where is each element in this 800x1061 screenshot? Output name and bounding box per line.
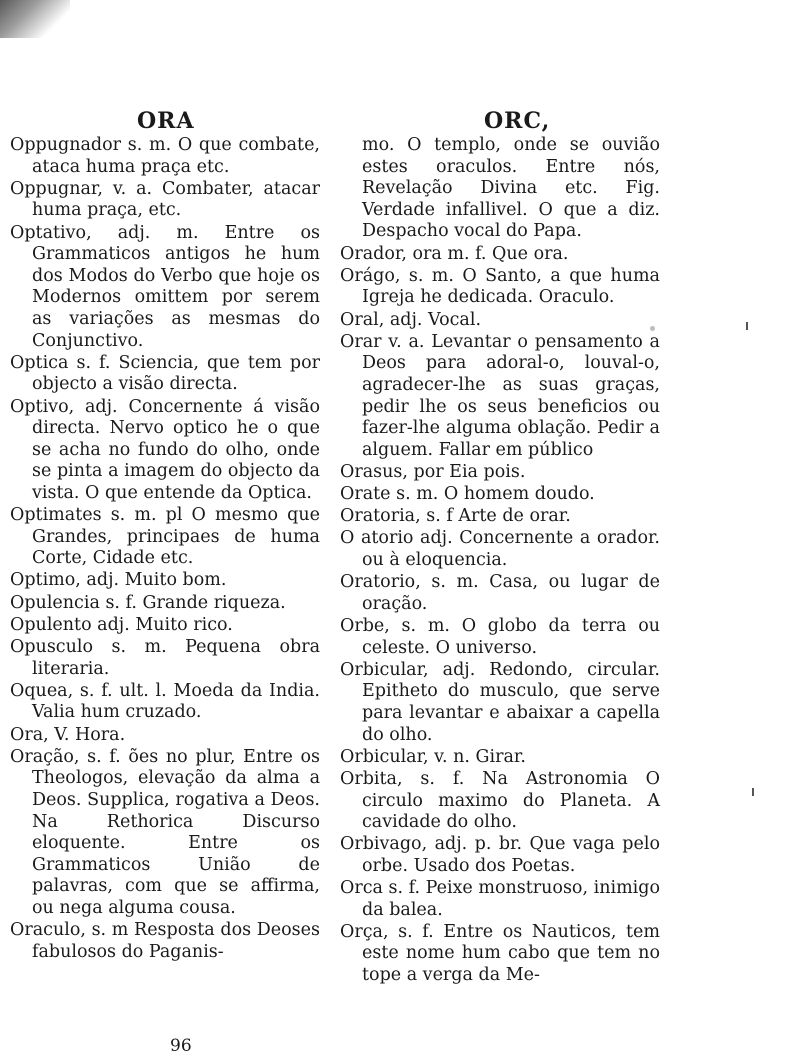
dictionary-entry: Orbicular, v. n. Girar. [340,746,526,767]
left-column [10,135,320,964]
dictionary-entry: Orca s. f. Peixe monstruoso, inimigo da balea. [340,878,660,920]
dictionary-entry: Oratoria, s. f Arte de orar. [340,506,571,527]
page-number: 96 [170,1036,192,1056]
dictionary-entry: O atorio adj. Concernente a orador. ou à eloquencia. [340,528,660,571]
dictionary-entry: Ora, V. Hora. [10,724,126,745]
scan-mark [752,788,754,796]
dictionary-entry: Oppugnador s. m. O que combate, ataca huma praça etc. [10,135,320,177]
dictionary-entry: Optimates s. m. pl O mesmo que Grandes, principaes de huma Corte, Cidade etc. [10,505,320,569]
dictionary-entry-continuation: mo. O templo, onde se ouvião estes oraculos. Entre nós, Revelação Divina etc. Fig. Verdade infallivel. O que a diz. Despacho vocal do Papa. [362,135,660,242]
dictionary-entry: Oração, s. f. ões no plur, Entre os Theologos, elevação da alma a Deos. Supplica, rogativa a Deos. Na Rethorica Discurso eloquente. Entre os Grammaticos União de palavras, com que se affirma, ou nega alguma cousa. [10,746,320,918]
left-column-header: ORA [137,108,195,134]
dictionary-entry: Orador, ora m. f. Que ora. [340,243,569,264]
dictionary-entry: Orágo, s. m. O Santo, a que huma Igreja he dedicada. Oraculo. [340,265,660,308]
dictionary-entry: Orate s. m. O homem doudo. [340,484,595,505]
dictionary-entry: Orar v. a. Levantar o pensamento a Deos para adoral-o, louval-o, agradecer-lhe as suas graças, pedir lhe os seus beneficios ou fazer-lhe alguma oblação. Pedir a alguem. Fallar em público [340,331,660,460]
scan-mark [746,322,748,330]
dictionary-entry: Optica s. f. Sciencia, que tem por objecto a visão directa. [10,352,320,395]
scan-speck [650,326,655,331]
dictionary-entry: Oraculo, s. m Resposta dos Deoses fabulosos do Paganis- [10,920,320,962]
dictionary-entry: Opulento adj. Muito rico. [10,614,233,635]
right-column-header: ORC, [484,108,551,134]
dictionary-entry: Orbita, s. f. Na Astronomia O circulo maximo do Planeta. A cavidade do olho. [340,768,660,833]
scan-corner-smudge [0,0,70,38]
dictionary-entry: Orça, s. f. Entre os Nauticos, tem este nome hum cabo que tem no tope a verga da Me- [340,921,660,986]
dictionary-entry: Orbicular, adj. Redondo, circular. Epitheto do musculo, que serve para levantar e abaixar a capella do olho. [340,659,660,745]
dictionary-entry: Orbe, s. m. O globo da terra ou celeste. O universo. [340,616,660,658]
dictionary-entry: Optivo, adj. Concernente á visão directa. Nervo optico he o que se acha no fundo do olho, onde se pinta a imagem do objecto da vista. O que entende da Optica. [10,396,320,503]
dictionary-entry: Oquea, s. f. ult. l. Moeda da India. Valia hum cruzado. [10,680,320,723]
dictionary-entry: Opusculo s. m. Pequena obra literaria. [10,637,320,679]
dictionary-entry: Optimo, adj. Muito bom. [10,570,227,591]
right-column [340,135,660,987]
dictionary-entry: Orbivago, adj. p. br. Que vaga pelo orbe. Usado dos Poetas. [340,834,660,876]
dictionary-entry: Oratorio, s. m. Casa, ou lugar de oração. [340,572,660,614]
dictionary-entry: Oppugnar, v. a. Combater, atacar huma praça, etc. [10,178,320,221]
dictionary-entry: Opulencia s. f. Grande riqueza. [10,592,286,613]
dictionary-entry: Optativo, adj. m. Entre os Grammaticos antigos he hum dos Modos do Verbo que hoje os Modernos omittem por serem as variações as mesmas do Conjunctivo. [10,222,320,351]
dictionary-entry: Orasus, por Eia pois. [340,461,526,482]
dictionary-entry: Oral, adj. Vocal. [340,309,482,330]
